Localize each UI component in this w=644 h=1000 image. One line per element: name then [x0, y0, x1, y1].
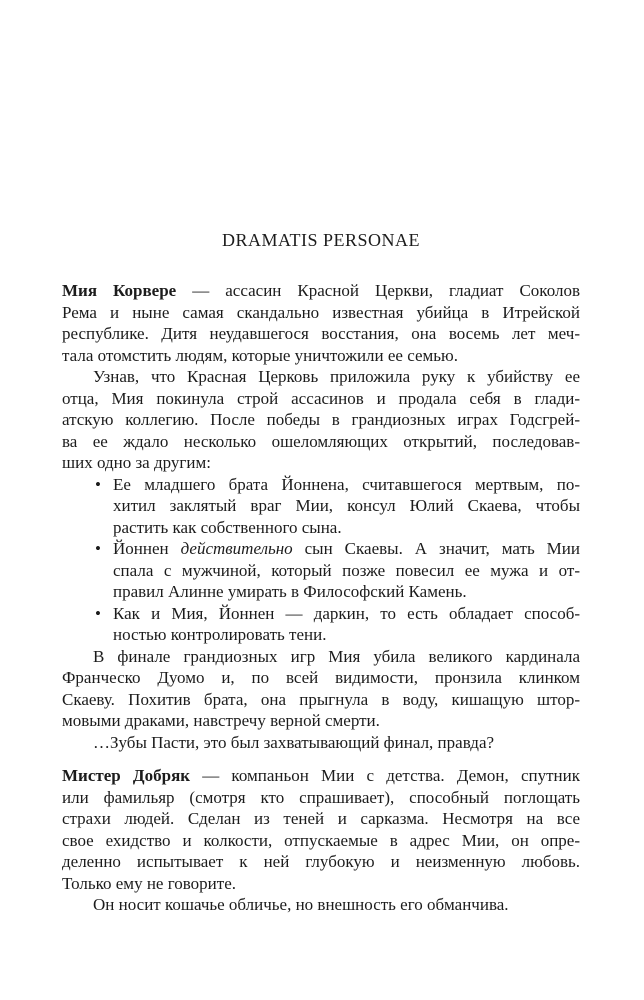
text-line: или фамильяр (смотря кто спрашивает), способный поглощать — [62, 787, 580, 807]
paragraph — [62, 894, 580, 916]
bullet-item — [62, 603, 580, 646]
text-line: хитил заклятый враг Мии, консул Юлий Скаева, чтобы — [113, 496, 580, 515]
text-line: Мистер Добряк — компаньон Мии с детства. Демон, спутник — [62, 766, 580, 785]
text-line: тала отомстить людям, которые уничтожили ее семью. — [62, 345, 458, 365]
text-line: Только ему не говорите. — [62, 873, 236, 893]
paragraph — [62, 646, 580, 732]
text-line: страхи людей. Сделан из теней и сарказма. Несмотря на все — [62, 809, 580, 828]
text-line: отца, Мия покинула строй ассасинов и продала себя в глади- — [62, 388, 580, 408]
text-line: республике. Дитя неудавшегося восстания, она восемь лет меч- — [62, 324, 580, 343]
text-line: Йоннен действительно сын Скаевы. А значит, мать Мии — [113, 539, 580, 558]
bullet-item — [62, 474, 580, 539]
paragraph — [62, 366, 580, 474]
text-line: Он носит кошачье обличье, но внешность его обманчива. — [93, 895, 509, 914]
text-line: растить как собственного сына. — [113, 517, 342, 537]
text-line: Скаеву. Похитив брата, она прыгнула в воду, кишащую штор- — [62, 689, 580, 709]
paragraph — [62, 732, 580, 754]
text-line: Мия Корвере — ассасин Красной Церкви, гладиат Соколов — [62, 281, 580, 300]
text-line: спала с мужчиной, который позже повесил ее мужа и от- — [113, 560, 580, 580]
page-heading: DRAMATIS PERSONAE — [221, 230, 421, 250]
text-line: мовыми драками, навстречу верной смерти. — [62, 711, 380, 730]
bullet-icon: • — [95, 603, 101, 623]
text-line: …Зубы Пасти, это был захватывающий финал, правда? — [93, 732, 495, 752]
text-line: Франческо Дуомо и, по всей видимости, пронзила клинком — [62, 668, 580, 687]
bullet-icon: • — [95, 474, 101, 494]
paragraph — [62, 765, 580, 894]
text-line: Узнав, что Красная Церковь приложила руку к убийству ее — [93, 367, 580, 386]
text-line: свое ехидство и колкости, отпускаемые в адрес Мии, он опре- — [62, 830, 580, 850]
text-line: деленно испытывает к ней глубокую и неизменную любовь. — [62, 852, 580, 871]
text-line: Ее младшего брата Йоннена, считавшегося мертвым, по- — [113, 474, 580, 494]
paragraph — [62, 280, 580, 366]
bullet-item — [62, 538, 580, 603]
page-body — [62, 280, 580, 916]
text-line: правил Алинне умирать в Философский Камень. — [113, 582, 467, 601]
text-line: атскую коллегию. После победы в грандиозных играх Годсгрей- — [62, 410, 580, 429]
page-content — [62, 229, 580, 916]
text-line: Как и Мия, Йоннен — даркин, то есть обладает способ- — [113, 603, 580, 623]
text-line: Рема и ныне самая скандально известная убийца в Итрейской — [62, 302, 580, 322]
text-line: В финале грандиозных игр Мия убила великого кардинала — [93, 646, 580, 666]
bullet-icon: • — [95, 539, 101, 558]
text-line: ностью контролировать тени. — [113, 625, 327, 644]
text-line: ших одно за другим: — [62, 453, 211, 472]
text-line: ва ее ждало несколько ошеломляющих открытий, последовав- — [62, 431, 580, 451]
